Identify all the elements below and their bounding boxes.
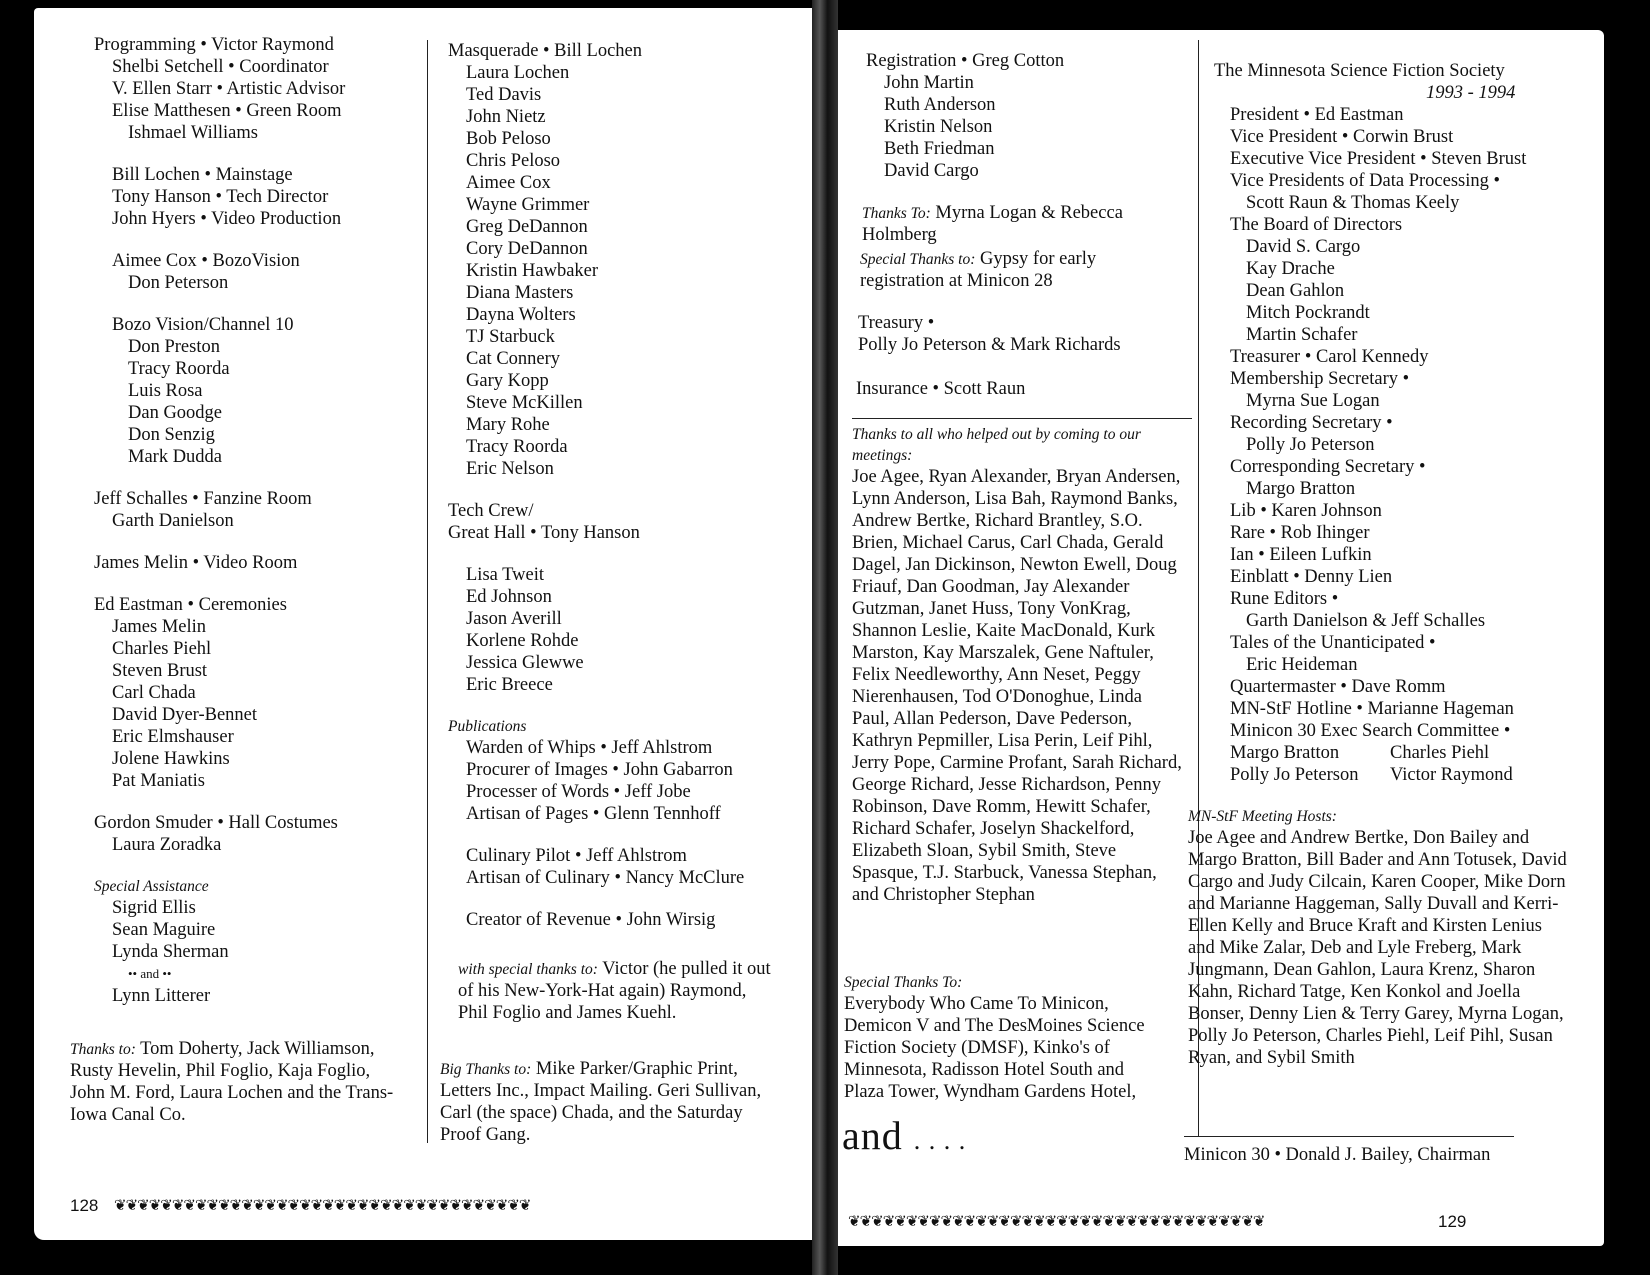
spacer [94,532,414,552]
list-item: Ed Johnson [466,587,552,607]
spacer [94,468,414,488]
list-item: Great Hall • Tony Hanson [448,523,640,543]
list-item: The Board of Directors [1230,215,1403,235]
list-item: Carl Chada [112,683,196,703]
list-item: Tracy Roorda [466,437,568,457]
spacer [94,856,414,876]
list-item: James Melin • Video Room [94,553,298,573]
list-item: Garth Danielson [112,511,234,531]
meetings-text: Joe Agee, Ryan Alexander, Bryan Andersen, Lynn Anderson, Lisa Bah, Raymond Banks, Andrew Bertke, Richard Brantley, S.O. Brien, Michael Carus, Carl Chada, Gerald Dagel, Jan Dickinson, Newton Ewell, Doug Friauf, Dan Goodman, Jay Alexander Gutzman, Janet Huss, Tony VonKrag, Shannon Leslie, Kaite MacDonald, Kurk Marston, Kay Marszalek, Gene Naftuler, Felix Needleworthy, Ann Neset, Peggy Nierenhausen, Tod O'Donoghue, Linda Paul, Allan Pederson, Dave Pederson, Kathryn Pepmiller, Lisa Perin, Leif Pihl, Jerry Pope, Carmine Profant, Sarah Richard, George Richard, Jesse Richardson, Penny Robinson, Dave Romm, Hewitt Schafer, Richard Schafer, Joselyn Shackelford, Elizabeth Sloan, Sybil Smith, Steve Spasque, T.J. Starbuck, Vanessa Stephan, and Christopher Stephan [852,467,1182,905]
list-item: Mitch Pockrandt [1246,303,1370,323]
list-item: Rare • Rob Ihinger [1230,523,1370,543]
list-item: Margo Bratton [1246,479,1356,499]
list-item: Gary Kopp [466,371,549,391]
left-column-2 [448,40,788,931]
thanks-to-label: Thanks To: [862,205,931,222]
left-page [34,8,812,1240]
list-item: Tech Crew/ [448,501,534,521]
list-item: Myrna Sue Logan [1246,391,1380,411]
list-item: Laura Zoradka [112,835,222,855]
list-item: Chris Peloso [466,151,561,171]
list-item: TJ Starbuck [466,327,555,347]
committee-member: Polly Jo Peterson [1230,765,1359,785]
list-item: David Cargo [884,161,979,181]
list-item: Mary Rohe [466,415,550,435]
list-item: Korlene Rohde [466,631,579,651]
list-item: Cat Connery [466,349,561,369]
and-word: and [842,1113,903,1158]
list-item: Scott Raun & Thomas Keely [1246,193,1460,213]
list-item: Steve McKillen [466,393,583,413]
list-item: Lynn Litterer [112,986,211,1006]
spacer [94,574,414,594]
big-thanks-block [440,1058,780,1146]
spacer [94,144,414,164]
list-item: Procurer of Images • John Gabarron [466,760,733,780]
list-item: V. Ellen Starr • Artistic Advisor [112,79,346,99]
list-item: Beth Friedman [884,139,995,159]
list-item: Processer of Words • Jeff Jobe [466,782,691,802]
special-thanks2-block [844,972,1164,1103]
list-item: Charles Piehl [112,639,212,659]
hosts-block [1188,806,1573,1069]
special-thanks2-text: Everybody Who Came To Minicon, Demicon V and The DesMoines Science Fiction Society (DMSF), Kinko's of Minnesota, Radisson Hotel South and Plaza Tower, Wyndham Gardens Hotel, [844,994,1145,1102]
list-item: Quartermaster • Dave Romm [1230,677,1446,697]
list-item: Sean Maguire [112,920,216,940]
list-item: Dean Gahlon [1246,281,1345,301]
ornament-border-right: ❦❦❦❦❦❦❦❦❦❦❦❦❦❦❦❦❦❦❦❦❦❦❦❦❦❦❦❦❦❦❦❦❦❦❦❦ [848,1214,1265,1230]
big-thanks-label: Big Thanks to: [440,1061,532,1078]
special-thanks-text: Victor (he pulled it out of his New-York-Hat again) Raymond, Phil Foglio and James Kuehl. [458,959,771,1023]
list-item: Don Peterson [128,273,229,293]
list-item: Vice President • Corwin Brust [1230,127,1454,147]
spacer [94,230,414,250]
thanks-label: Thanks to: [70,1041,136,1058]
list-item: Aimee Cox • BozoVision [112,251,300,271]
list-item: Rune Editors • [1230,589,1339,609]
list-item: MN-StF Hotline • Marianne Hageman [1230,699,1514,719]
list-item: Steven Brust [112,661,208,681]
list-item: Kristin Hawbaker [466,261,599,281]
list-item: Laura Lochen [466,63,570,83]
list-item: Artisan of Culinary • Nancy McClure [466,868,745,888]
book-gutter [812,0,838,1275]
list-item: Cory DeDannon [466,239,588,259]
list-item: Culinary Pilot • Jeff Ahlstrom [466,846,687,866]
list-item: Special Assistance [94,878,209,895]
and-text [842,1112,966,1159]
and-dots: . . . . [913,1126,967,1155]
thanks-text: Tom Doherty, Jack Williamson, Rusty Hevelin, Phil Foglio, Kaja Foglio, John M. Ford, Laura Lochen and the Trans-Iowa Canal Co. [70,1039,394,1125]
list-item: Eric Heideman [1246,655,1358,675]
list-item: Corresponding Secretary • [1230,457,1426,477]
committee-names [1230,742,1590,786]
list-item: Creator of Revenue • John Wirsig [466,910,716,930]
special-thanks-right-text: Gypsy for early registration at Minicon 28 [860,249,1097,291]
list-item: Eric Breece [466,675,553,695]
list-item: Artisan of Pages • Glenn Tennhoff [466,804,721,824]
list-item: Gordon Smuder • Hall Costumes [94,813,338,833]
list-item: John Nietz [466,107,546,127]
list-item: Jolene Hawkins [112,749,230,769]
committee-member: Victor Raymond [1390,765,1513,785]
list-item: Tracy Roorda [128,359,230,379]
list-item: Kay Drache [1246,259,1335,279]
spacer [94,792,414,812]
list-item: Lynda Sherman [112,942,229,962]
chairman-rule [1184,1136,1514,1137]
society-title: The Minnesota Science Fiction Society [1214,61,1505,81]
list-item: Jeff Schalles • Fanzine Room [94,489,312,509]
spacer [448,696,788,716]
spacer [448,889,788,909]
list-item: Vice Presidents of Data Processing • [1230,171,1500,191]
list-item: Bozo Vision/Channel 10 [112,315,294,335]
list-item: Elise Matthesen • Green Room [112,101,342,121]
list-item: Dayna Wolters [466,305,576,325]
list-item: Tales of the Unanticipated • [1230,633,1436,653]
right-page [838,30,1604,1246]
list-item: David Dyer-Bennet [112,705,258,725]
list-item: Executive Vice President • Steven Brust [1230,149,1527,169]
list-item: Membership Secretary • [1230,369,1410,389]
list-item: Eric Elmshauser [112,727,234,747]
list-item: Greg DeDannon [466,217,588,237]
list-item: Eric Nelson [466,459,554,479]
list-item: Minicon 30 Exec Search Committee • [1230,721,1511,741]
list-item: Mark Dudda [128,447,223,467]
list-item: President • Ed Eastman [1230,105,1404,125]
special-thanks-label: with special thanks to: [458,961,598,978]
list-item: Don Preston [128,337,220,357]
list-item: Programming • Victor Raymond [94,35,334,55]
hosts-label: MN-StF Meeting Hosts: [1188,808,1337,825]
list-item: Ted Davis [466,85,542,105]
thanks-to-block [862,202,1162,246]
list-item: Shelbi Setchell • Coordinator [112,57,329,77]
chairman-line: Minicon 30 • Donald J. Bailey, Chairman [1184,1145,1491,1165]
list-item: Aimee Cox [466,173,551,193]
treasury-names: Polly Jo Peterson & Mark Richards [858,335,1121,355]
left-column-1 [94,34,414,1007]
list-item: Diana Masters [466,283,574,303]
special-thanks-right-label: Special Thanks to: [860,251,976,268]
list-item: Polly Jo Peterson [1246,435,1375,455]
treasury-label: Treasury • [858,313,935,333]
list-item: Masquerade • Bill Lochen [448,41,642,61]
list-item: John Hyers • Video Production [112,209,342,229]
list-item: James Melin [112,617,207,637]
right-column-rule [852,418,1192,419]
list-item: Wayne Grimmer [466,195,590,215]
treasury-block [858,312,1188,356]
committee-row [1230,742,1590,764]
list-item: Jessica Glewwe [466,653,584,673]
meetings-block [852,424,1182,906]
list-item: Luis Rosa [128,381,203,401]
meetings-label: Thanks to all who helped out by coming to our meetings: [852,426,1141,464]
special-thanks-block [458,958,776,1024]
spacer [448,480,788,500]
thanks-to-text: Myrna Logan & Rebecca Holmberg [862,203,1123,245]
list-item: Jason Averill [466,609,562,629]
list-item: Ishmael Williams [128,123,258,143]
committee-row [1230,764,1590,786]
list-item: Treasurer • Carol Kennedy [1230,347,1429,367]
list-item: Don Senzig [128,425,215,445]
list-item: Garth Danielson & Jeff Schalles [1246,611,1486,631]
list-item: Bill Lochen • Mainstage [112,165,293,185]
list-item: Einblatt • Denny Lien [1230,567,1393,587]
list-item: •• and •• [128,966,172,981]
page-number-right: 129 [1438,1212,1467,1231]
hosts-text: Joe Agee and Andrew Bertke, Don Bailey and Margo Bratton, Bill Bader and Ann Totusek, David Cargo and Judy Cilcain, Karen Cooper, Mike Dorn and Marianne Haggeman, Sally Duvall and Kerri-Ellen Kelly and Bruce Kraft and Kirsten Lenius and Mike Zalar, Deb and Lyle Freberg, Mark Jungmann, Dean Gahlon, Laura Krenz, Sharon Kahn, Richard Tatge, Ken Konkol and Joella Bonser, Denny Lien & Terry Garey, Myrna Logan, Polly Jo Peterson, Charles Piehl, Leif Pihl, Susan Ryan, and Sybil Smith [1188,828,1567,1068]
list-item: Kristin Nelson [884,117,993,137]
list-item: Warden of Whips • Jeff Ahlstrom [466,738,713,758]
big-thanks-text: Mike Parker/Graphic Print, Letters Inc., Impact Mailing. Geri Sullivan, Carl (the space) Chada, and the Saturday Proof Gang. [440,1059,762,1145]
list-item: David S. Cargo [1246,237,1361,257]
column-divider [427,40,428,1143]
list-item: Tony Hanson • Tech Director [112,187,329,207]
spacer [448,544,788,564]
list-item: Lisa Tweit [466,565,545,585]
ornament-border-left: ❦❦❦❦❦❦❦❦❦❦❦❦❦❦❦❦❦❦❦❦❦❦❦❦❦❦❦❦❦❦❦❦❦❦❦❦ [114,1198,531,1214]
committee-member: Margo Bratton [1230,743,1340,763]
right-column-2 [1212,104,1592,742]
list-item: John Martin [884,73,974,93]
special-thanks-right-block [860,248,1170,292]
right-column-1-top [866,50,1196,182]
spacer [448,825,788,845]
list-item: Martin Schafer [1246,325,1358,345]
list-item: Ian • Eileen Lufkin [1230,545,1372,565]
list-item: Recording Secretary • [1230,413,1393,433]
page-number-left: 128 [70,1196,99,1215]
committee-member: Charles Piehl [1390,743,1490,763]
list-item: Ed Eastman • Ceremonies [94,595,287,615]
list-item: Publications [448,718,527,735]
list-item: Lib • Karen Johnson [1230,501,1382,521]
list-item: Dan Goodge [128,403,223,423]
left-thanks-block [70,1038,400,1126]
insurance-line: Insurance • Scott Raun [856,379,1026,399]
special-thanks2-label: Special Thanks To: [844,974,963,991]
list-item: Pat Maniatis [112,771,206,791]
list-item: Ruth Anderson [884,95,996,115]
list-item: Bob Peloso [466,129,551,149]
list-item: Sigrid Ellis [112,898,196,918]
spacer [94,294,414,314]
society-years: 1993 - 1994 [1426,83,1516,103]
list-item: Registration • Greg Cotton [866,51,1065,71]
